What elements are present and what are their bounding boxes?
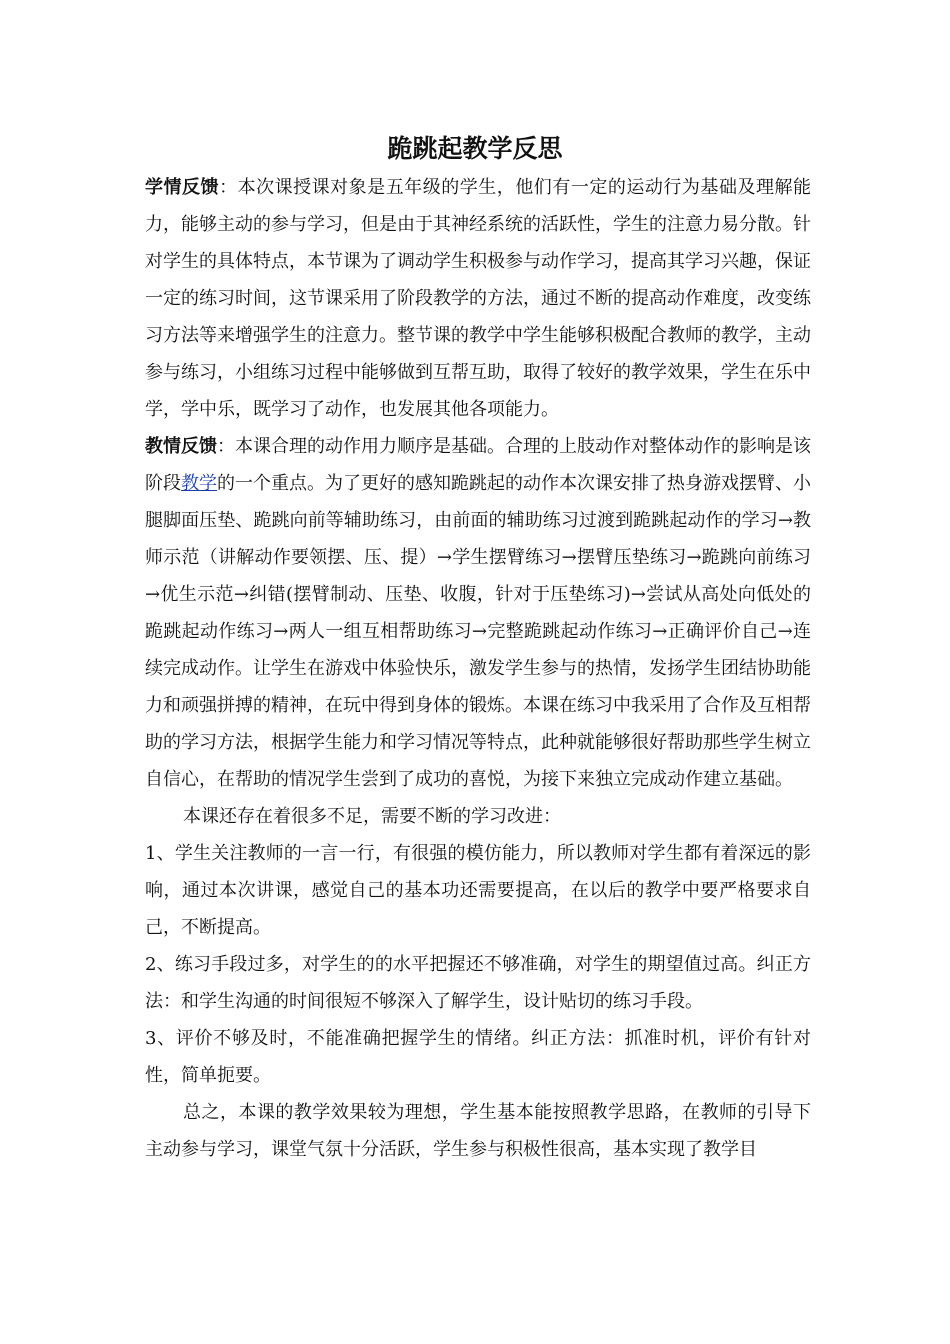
page-title: 跪跳起教学反思 xyxy=(387,134,563,163)
paragraph-teaching-feedback xyxy=(145,428,811,798)
teaching-feedback-label: 教情反馈 xyxy=(145,436,217,457)
teaching-feedback-text-after: 的一个重点。为了更好的感知跪跳起的动作本次课安排了热身游戏摆臂、小腿脚面压垫、跪跳向前等辅助练习，由前面的辅助练习过渡到跪跳起动作的学习→教师示范（讲解动作要领摆、压、提）→学生摆臂练习→摆臂压垫练习→跪跳向前练习→优生示范→纠错(摆臂制动、压垫、收腹，针对于压垫练习)→尝试从高处向低处的跪跳起动作练习→两人一组互相帮助练习→完整跪跳起动作练习→正确评价自己→连续完成动作。让学生在游戏中体验快乐，激发学生参与的热情，发扬学生团结协助能力和顽强拼搏的精神，在玩中得到身体的锻炼。本课在练习中我采用了合作及互相帮助的学习方法，根据学生能力和学习情况等特点，此种就能够很好帮助那些学生树立自信心，在帮助的情况学生尝到了成功的喜悦，为接下来独立完成动作建立基础。 xyxy=(145,473,811,790)
student-feedback-label: 学情反馈 xyxy=(145,177,220,198)
document-body xyxy=(145,169,811,1168)
list-item-3: 3、评价不够及时，不能准确把握学生的情绪。纠正方法：抓准时机，评价有针对性，简单扼要。 xyxy=(145,1028,811,1086)
teaching-feedback-text-before: ：本课合理的动作用力顺序是基础。合理的上肢动作对整体动作的影响是该阶段 xyxy=(145,436,811,494)
paragraph-student-feedback xyxy=(145,169,811,428)
list-item-1: 1、学生关注教师的一言一行，有很强的模仿能力，所以教师对学生都有着深远的影响，通过本次讲课，感觉自己的基本功还需要提高，在以后的教学中要严格要求自己，不断提高。 xyxy=(145,843,811,938)
list-item-2: 2、练习手段过多，对学生的的水平把握还不够准确，对学生的期望值过高。纠正方法：和学生沟通的时间很短不够深入了解学生，设计贴切的练习手段。 xyxy=(145,954,811,1012)
student-feedback-text: ：本次课授课对象是五年级的学生，他们有一定的运动行为基础及理解能力，能够主动的参与学习，但是由于其神经系统的活跃性，学生的注意力易分散。针对学生的具体特点，本节课为了调动学生积极参与动作学习，提高其学习兴趣，保证一定的练习时间，这节课采用了阶段教学的方法，通过不断的提高动作难度，改变练习方法等来增强学生的注意力。整节课的教学中学生能够积极配合教师的教学，主动参与练习，小组练习过程中能够做到互帮互助，取得了较好的教学效果，学生在乐中学，学中乐，既学习了动作，也发展其他各项能力。 xyxy=(145,177,812,420)
teaching-link[interactable]: 教学 xyxy=(181,473,217,494)
paragraph-conclusion: 总之，本课的教学效果较为理想，学生基本能按照教学思路，在教师的引导下主动参与学习，课堂气氛十分活跃，学生参与积极性很高，基本实现了教学目 xyxy=(145,1102,811,1160)
paragraph-shortcomings-intro: 本课还存在着很多不足，需要不断的学习改进： xyxy=(183,806,561,827)
